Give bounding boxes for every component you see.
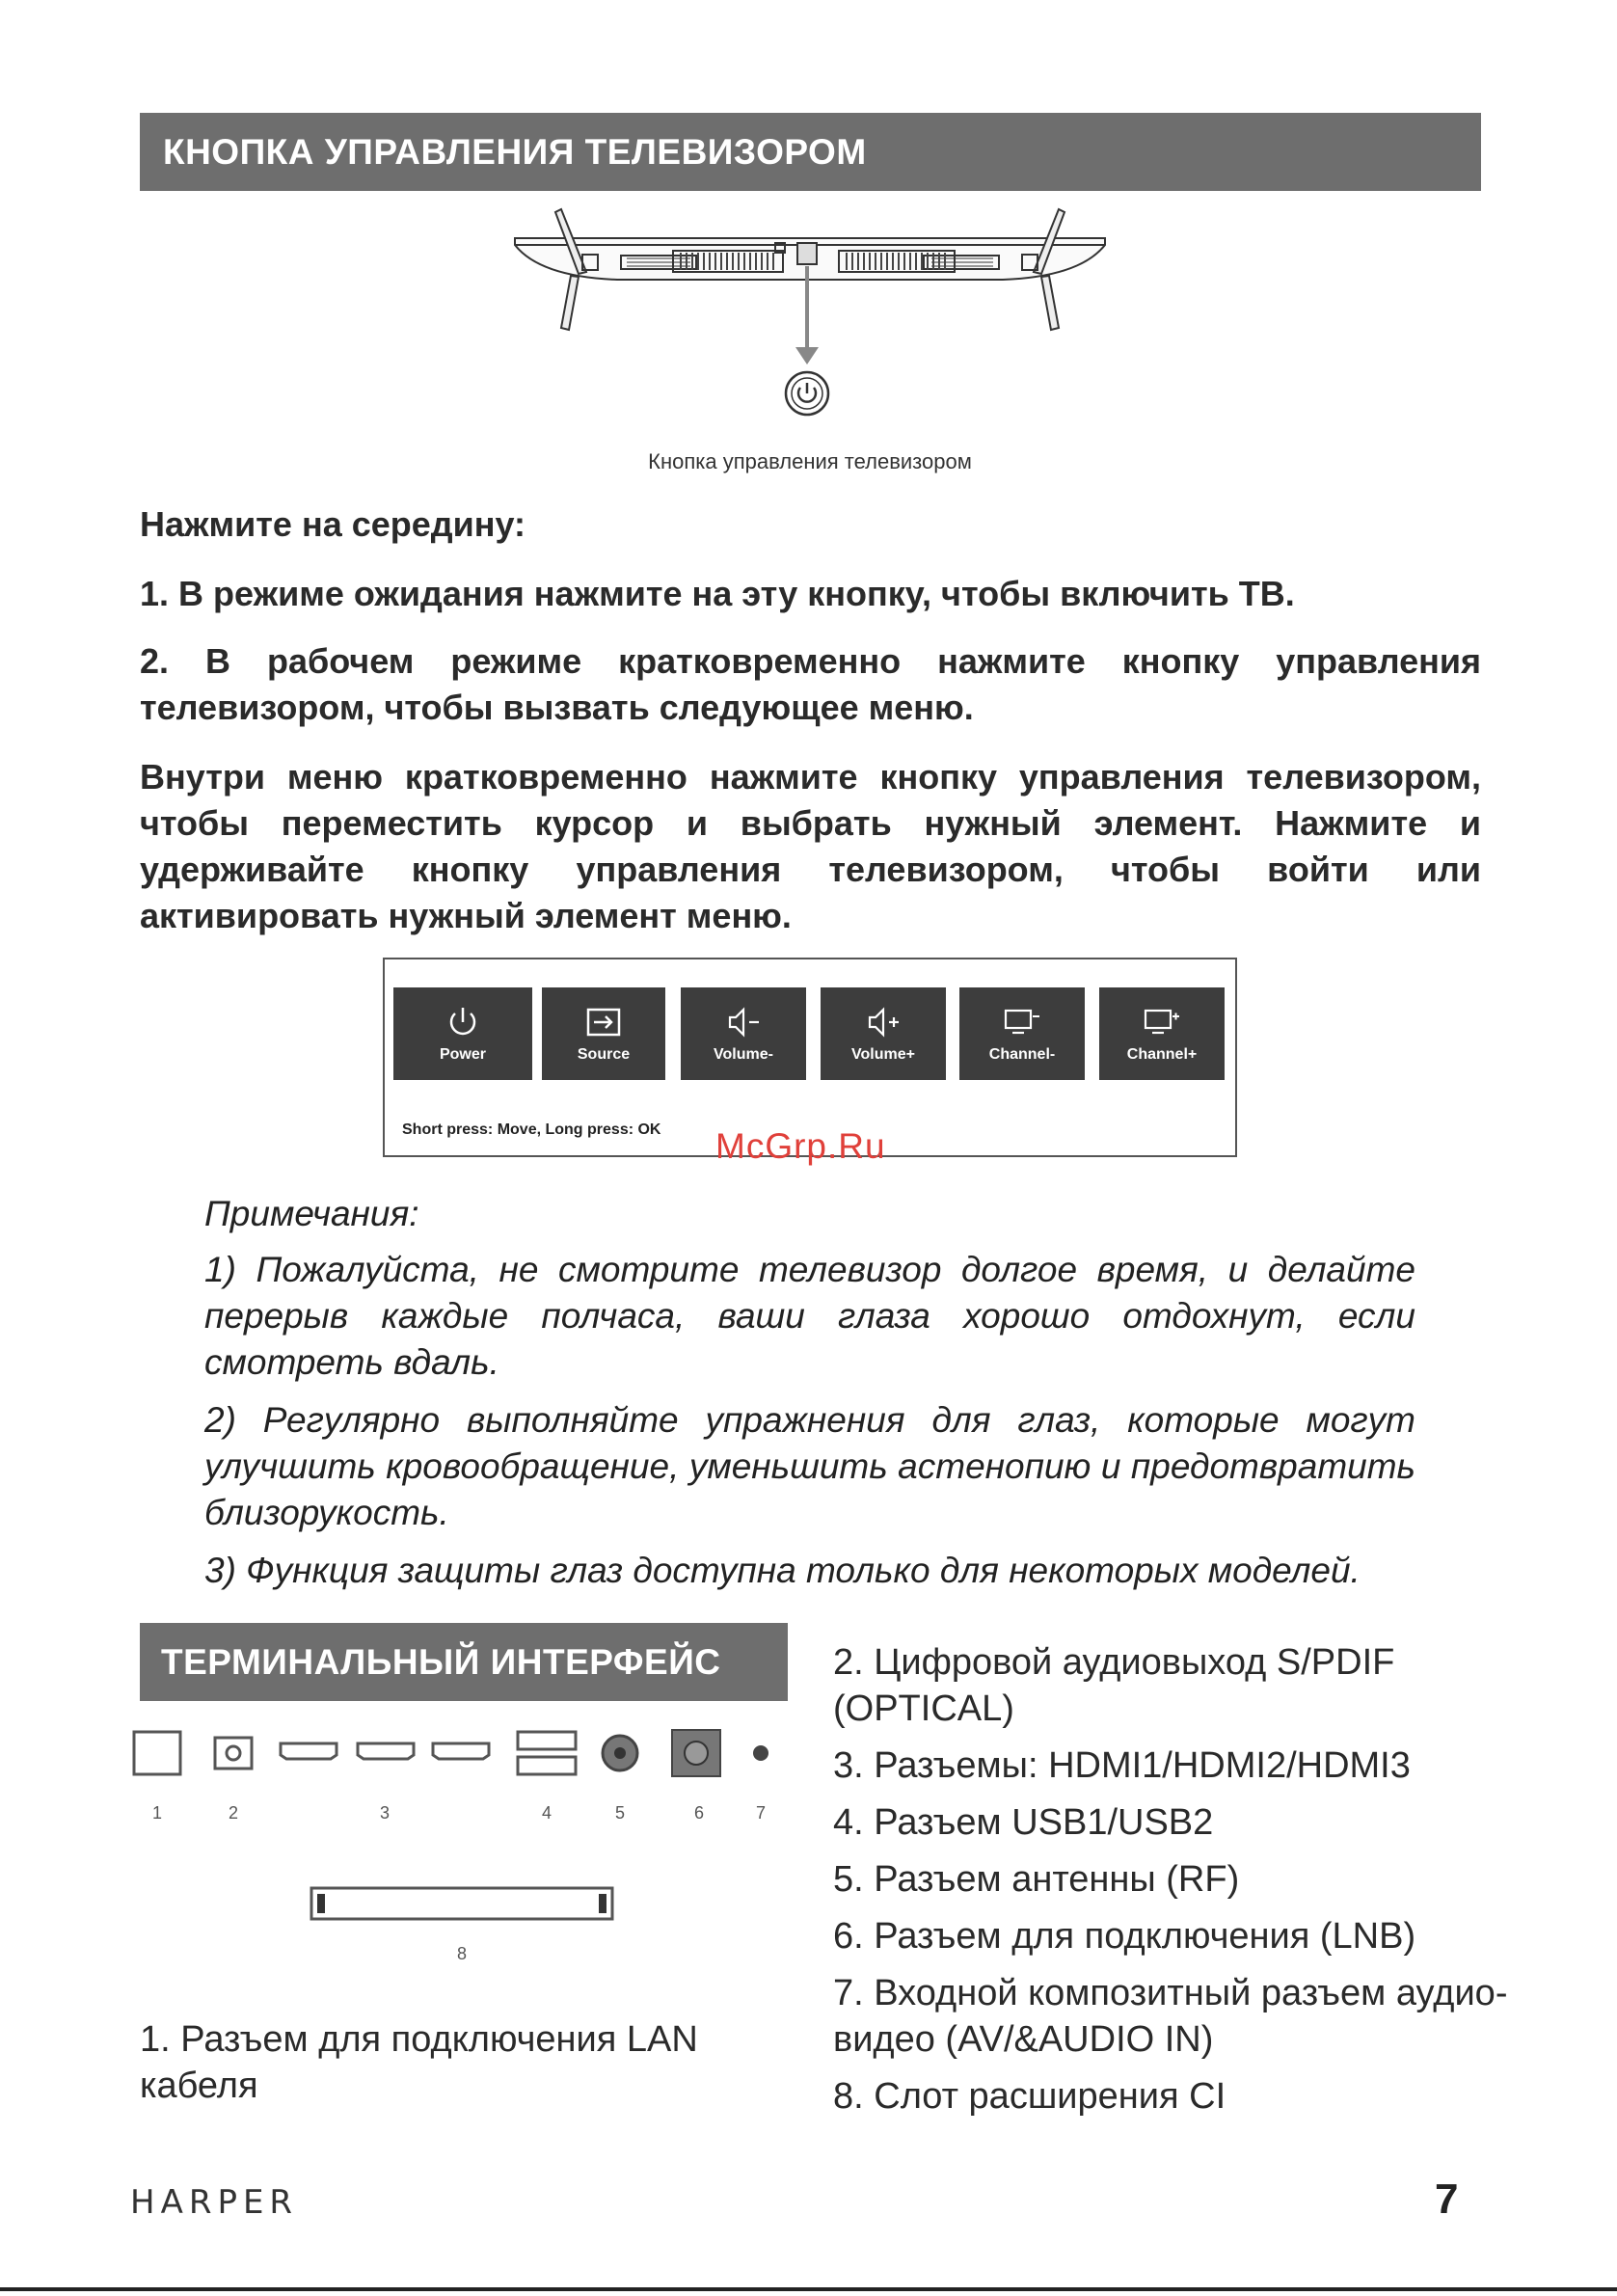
harper-logo: [130, 2181, 342, 2220]
menu-button-label: Volume-: [714, 1046, 773, 1063]
usb-port-icon: [518, 1757, 576, 1774]
menu-button-label: Volume+: [851, 1046, 915, 1063]
av-port-icon: [753, 1745, 768, 1761]
section-title-text: КНОПКА УПРАВЛЕНИЯ ТЕЛЕВИЗОРОМ: [163, 131, 867, 172]
port-desc-7: 7. Входной композитный разъем аудио-видео (AV/&AUDIO IN): [833, 1973, 1508, 2060]
brand-text: HARPER: [130, 2183, 299, 2220]
bottom-rule: [0, 2287, 1617, 2291]
port-desc-2: 2. Цифровой аудиовыход S/PDIF (OPTICAL): [833, 1642, 1395, 1729]
instruction-press-middle: Нажмите на середину:: [140, 504, 526, 544]
port-number: 5: [614, 1803, 626, 1823]
port-number: 1: [151, 1803, 163, 1823]
port-number: 8: [456, 1944, 468, 1963]
channel-down-icon: [1003, 1005, 1041, 1040]
hdmi-port-icon: [433, 1743, 489, 1759]
menu-hint: Short press: Move, Long press: OK: [402, 1121, 661, 1138]
usb-port-icon: [518, 1732, 576, 1749]
instruction-inside-menu: Внутри меню кратковременно нажмите кнопку управления телевизором, чтобы переместить курсор и выбрать нужный элемент. Нажмите и удерживайте кнопку управления телевизором, чтобы войти или активировать нужный элемент меню.: [140, 757, 1481, 935]
channel-up-icon: [1143, 1005, 1181, 1040]
menu-button-channel-down: [959, 987, 1085, 1080]
section-title-terminal-interface: [140, 1623, 788, 1701]
note-3: 3) Функция защиты глаз доступна только для некоторых моделей.: [204, 1551, 1361, 1590]
menu-button-label: Channel-: [988, 1046, 1056, 1063]
port-number: 2: [228, 1803, 239, 1823]
menu-button-channel-up: [1099, 987, 1225, 1080]
volume-down-icon: [724, 1005, 763, 1040]
port-desc-8: 8. Слот расширения CI: [833, 2076, 1226, 2117]
menu-button-volume-down: [681, 987, 806, 1080]
port-desc-5: 5. Разъем антенны (RF): [833, 1859, 1240, 1900]
hdmi-port-icon: [358, 1743, 414, 1759]
optical-port-icon: [215, 1738, 252, 1769]
power-icon: [444, 1005, 482, 1040]
ci-slot-icon: [311, 1888, 612, 1919]
port-desc-1: 1. Разъем для подключения LAN кабеля: [140, 2019, 698, 2106]
note-2: 2) Регулярно выполняйте упражнения для глаз, которые могут улучшить кровообращение, уменьшить астенопию и предотвратить близорукость.: [204, 1400, 1415, 1532]
port-desc-6: 6. Разъем для подключения (LNB): [833, 1916, 1416, 1957]
instruction-item-2: 2. В рабочем режиме кратковременно нажмите кнопку управления телевизором, чтобы вызвать следующее меню.: [140, 641, 1481, 727]
notes-title: Примечания:: [204, 1194, 419, 1233]
instruction-item-1: 1. В режиме ожидания нажмите на эту кнопку, чтобы включить ТВ.: [140, 574, 1295, 613]
figure-caption: Кнопка управления телевизором: [648, 449, 972, 473]
power-icon: [786, 372, 828, 415]
tv-bottom-diagram: [501, 204, 1118, 421]
menu-button-label: Source: [577, 1046, 631, 1063]
section-title-control-button: [140, 113, 1481, 191]
lan-port-icon: [134, 1732, 180, 1774]
port-number: 3: [379, 1803, 391, 1823]
menu-button-label: Channel+: [1126, 1046, 1198, 1063]
section-title-text: ТЕРМИНАЛЬНЫЙ ИНТЕРФЕЙС: [161, 1641, 721, 1682]
menu-button-label: Power: [439, 1046, 486, 1063]
volume-up-icon: [864, 1005, 903, 1040]
watermark-text: McGrp.Ru: [715, 1126, 886, 1166]
note-1: 1) Пожалуйста, не смотрите телевизор долгое время, и делайте перерыв каждые полчаса, ваши глаза хорошо отдохнут, если смотреть вдаль.: [204, 1250, 1415, 1382]
port-number: 7: [755, 1803, 767, 1823]
port-desc-3: 3. Разъемы: HDMI1/HDMI2/HDMI3: [833, 1745, 1411, 1786]
port-desc-4: 4. Разъем USB1/USB2: [833, 1802, 1214, 1843]
port-number: 6: [693, 1803, 705, 1823]
menu-button-source: [542, 987, 665, 1080]
menu-button-volume-up: [821, 987, 946, 1080]
source-icon: [584, 1005, 623, 1040]
ports-diagram: [130, 1722, 786, 1978]
menu-button-power: [393, 987, 532, 1080]
port-number: 4: [541, 1803, 552, 1823]
page-number: 7: [1435, 2175, 1459, 2223]
hdmi-port-icon: [281, 1743, 337, 1759]
port-desc-list: [833, 1639, 1508, 2130]
